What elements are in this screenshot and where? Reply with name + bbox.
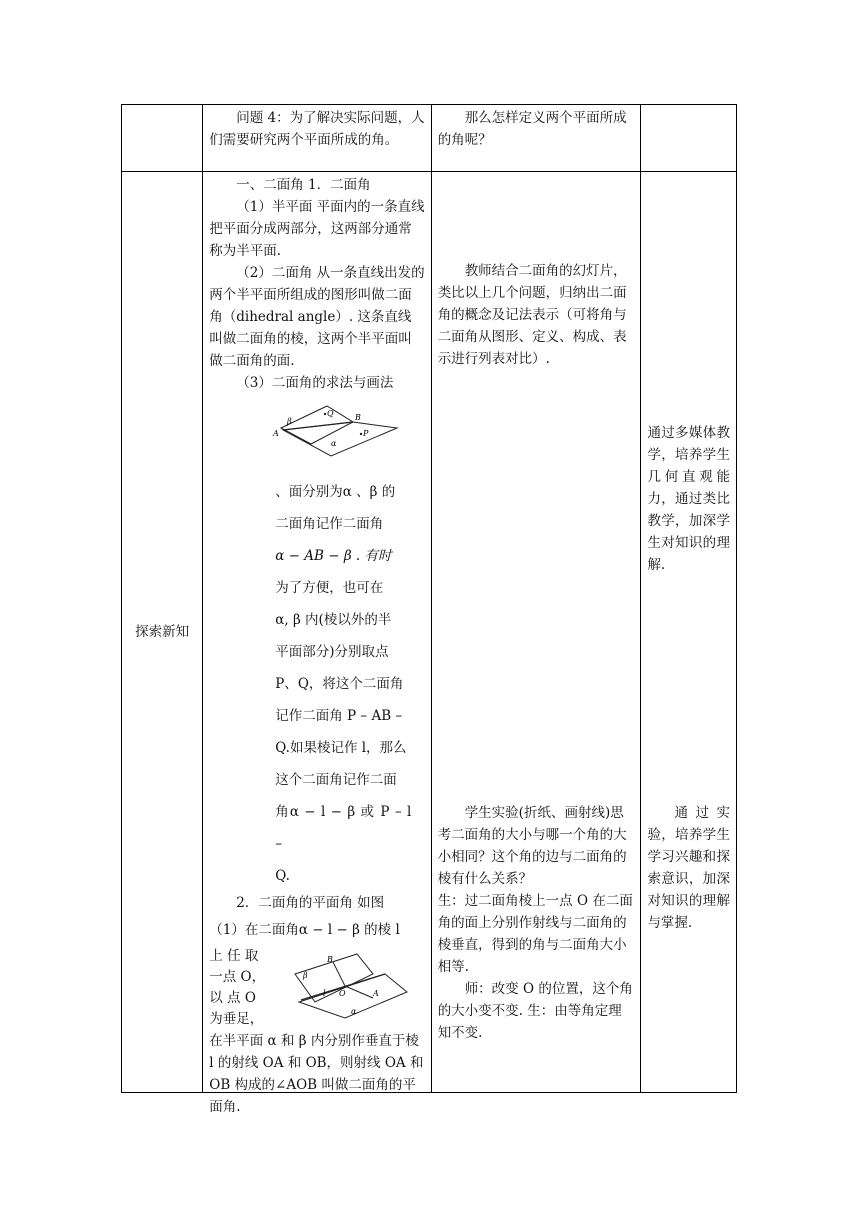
fig1-label-p: P [363, 429, 369, 438]
side-text-line: 上 任 取 [209, 948, 259, 964]
section-heading: 一、二面角 1．二面角 [236, 177, 371, 193]
figure-side-text [209, 946, 279, 1030]
notation-line: P、Q，将这个二面角 [275, 676, 404, 692]
table-row [122, 172, 737, 1093]
notation-line: 角α − l − β 或 P – l – [275, 804, 412, 852]
drawing-method-heading: （3）二面角的求法与画法 [236, 375, 394, 391]
notation-paragraph [275, 476, 411, 892]
activity-cell [203, 105, 431, 172]
table-row [122, 105, 737, 172]
plane-angle-definition: 在半平面 α 和 β 内分别作垂直于棱 l 的射线 OA 和 OB，则射线 OA 和 OB 构成的∠AOB 叫做二面角的平面角. [209, 1033, 424, 1115]
notation-line: α, β 内(棱以外的半 [275, 612, 392, 628]
fig2-label-alpha: α [351, 1007, 357, 1016]
intent-text-1: 通过多媒体教学，培养学生几何直观能力，通过类比教学，加深学生对知识的理解. [647, 425, 730, 573]
fig2-label-beta: β [303, 971, 308, 980]
notation-line: 、面分别为α 、β 的 [275, 484, 396, 500]
dihedral-angle-figure [269, 400, 399, 462]
fig1-label-beta: β [287, 417, 292, 426]
notation-line: 二面角记作二面角 [275, 516, 384, 532]
fig1-label-q: Q [327, 409, 334, 418]
side-text-line: 为垂足， [209, 1011, 264, 1027]
stage-cell [122, 105, 203, 172]
teacher-followup-text: 师：改变 O 的位置，这个角的大小变不变. 生：由等角定理知不变. [437, 981, 633, 1041]
notation-line: 这个二面角记作二面 [275, 772, 397, 788]
intent-cell [641, 105, 737, 172]
plane-angle-figure-block [209, 946, 424, 1030]
teacher-question-text: 那么怎样定义两个平面所成的角呢？ [437, 110, 627, 148]
lesson-plan-table [121, 104, 737, 1115]
notation-line: 平面部分)分别取点 [275, 644, 389, 660]
student-answer-text: 生：过二面角棱上一点 O 在二面角的面上分别作射线与二面角的棱垂直，得到的角与二面角大小相等. [437, 893, 633, 975]
stage-cell: 探索新知 [122, 172, 203, 1093]
notation-line: α − AB − β . 有时 [275, 548, 392, 564]
fig2-label-b: B [327, 955, 334, 964]
fig1-label-alpha: α [331, 439, 337, 448]
fig1-label-b: B [355, 413, 362, 422]
teacher-guidance-1: 教师结合二面角的幻灯片，类比以上几个问题，归纳出二面角的概念及记法表示（可将角与二面角从图形、定义、构成、表示进行列表对比）. [437, 263, 627, 367]
fig2-label-a: A [373, 989, 380, 998]
side-text-line: 一点 O， [209, 969, 266, 985]
plane-angle-figure [289, 944, 411, 1026]
side-text-line: 以 点 O [209, 990, 256, 1006]
fig2-label-l: l [323, 989, 326, 998]
teacher-cell [431, 105, 641, 172]
student-experiment-block [438, 802, 635, 1044]
fig2-label-o: O [339, 989, 346, 998]
plane-angle-heading: 2．二面角的平面角 如图 [236, 895, 385, 911]
fig1-label-a: A [273, 429, 280, 438]
notation-line: Q. [275, 868, 290, 884]
notation-line: Q.如果棱记作 l，那么 [275, 740, 407, 756]
half-plane-definition: （1）半平面 平面内的一条直线把平面分成两部分，这两部分通常称为半平面. [209, 199, 425, 259]
dihedral-angle-definition: （2）二面角 从一条直线出发的两个半平面所组成的图形叫做二面角（dihedral angle）. 这条直线叫做二面角的棱，这两个半平面叫做二面角的面. [209, 265, 425, 369]
teacher-cell [431, 172, 641, 1093]
notation-line: 记作二面角 P – AB – [275, 708, 403, 724]
intent-text-2: 通过实验，培养学生学习兴趣和探索意识，加深对知识的理解与掌握. [647, 805, 730, 931]
intent-cell [641, 172, 737, 1093]
notation-line: 为了方便，也可在 [275, 580, 384, 596]
student-experiment-text: 学生实验(折纸、画射线)思考二面角的大小与哪一个角的大小相同？这个角的边与二面角的棱有什么关系？ [437, 805, 627, 887]
question-4-text: 问题 4：为了解决实际问题，人们需要研究两个平面所成的角。 [209, 110, 425, 148]
activity-cell [203, 172, 431, 1115]
plane-angle-line: （1）在二面角α − l − β 的棱 l [209, 922, 400, 938]
